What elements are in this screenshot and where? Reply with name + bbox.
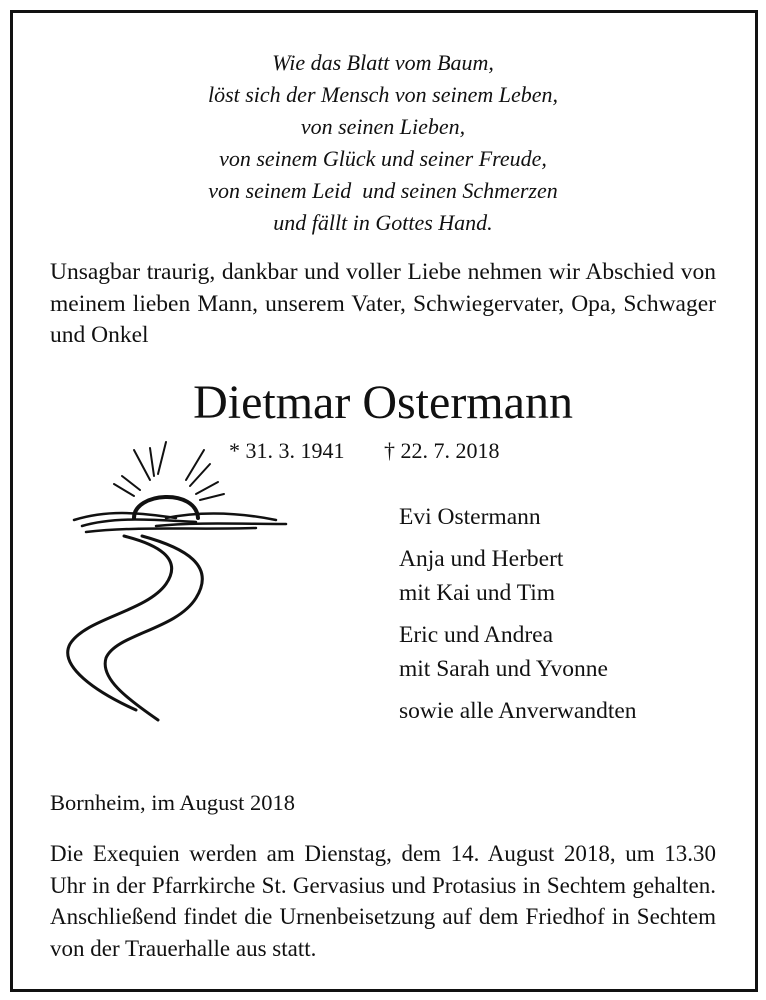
mourner-group [399, 618, 637, 686]
mourner-line: Eric und Andrea [399, 622, 554, 648]
poem-line: von seinem Leid und seinen Schmerzen [208, 178, 558, 203]
sunrise-path-illustration [46, 440, 296, 730]
birth-date: * 31. 3. 1941 [229, 438, 345, 463]
mourner-group [399, 694, 637, 728]
mourner-line: mit Sarah und Yvonne [399, 656, 608, 682]
funeral-details: Die Exequien werden am Dienstag, dem 14. August 2018, um 13.30 Uhr in der Pfarrkirche St. Gervasius und Protasius in Sechtem gehalten. Anschließend findet die Urnenbeisetzung auf dem Friedhof in Sechtem von der Trauerhalle aus statt. [50, 841, 716, 961]
mourner-group [399, 500, 637, 534]
mourner-line: Evi Ostermann [399, 504, 541, 530]
mourner-line: Anja und Herbert [399, 546, 564, 572]
poem-line: von seinen Lieben, [300, 114, 466, 139]
deceased-name: Dietmar Ostermann [193, 376, 573, 429]
poem-line: und fällt in Gottes Hand. [273, 210, 493, 235]
poem [0, 47, 766, 239]
intro-text: Unsagbar traurig, dankbar und voller Liebe nehmen wir Abschied von meinem lieben Mann, unserem Vater, Schwiegervater, Opa, Schwager und Onkel [50, 259, 716, 348]
mourners-list [399, 500, 637, 736]
poem-line: Wie das Blatt vom Baum, [272, 50, 494, 75]
poem-line: löst sich der Mensch von seinem Leben, [207, 82, 559, 107]
poem-line: von seinem Glück und seiner Freude, [219, 146, 547, 171]
death-date: † 22. 7. 2018 [384, 438, 500, 463]
place-and-date: Bornheim, im August 2018 [50, 790, 296, 815]
mourner-line: sowie alle Anverwandten [399, 698, 637, 724]
mourner-group [399, 542, 637, 610]
mourner-line: mit Kai und Tim [399, 580, 556, 606]
